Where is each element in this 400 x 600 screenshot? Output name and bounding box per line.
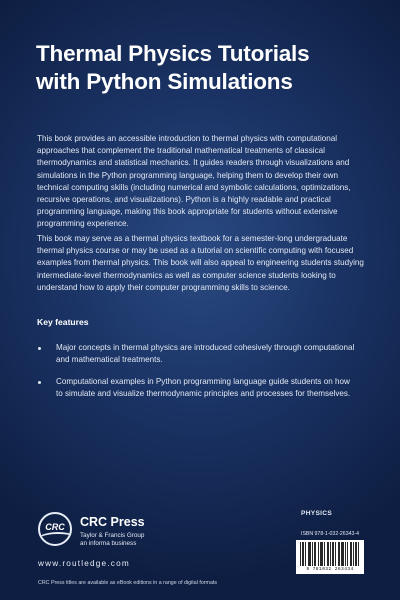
description-paragraph-2: This book may serve as a thermal physics textbook for a semester-long undergraduate thermal physics course or may be used as a tutorial on scientific computing with focused examples from thermal physics. This book will also appeal to engineering students studying intermediate-level thermodynamics as well as computer science students looking to understand how to apply their computer programming skills to science. bbox=[37, 234, 364, 292]
publisher-website: www.routledge.com bbox=[38, 559, 130, 568]
publisher-name: CRC Press bbox=[80, 515, 145, 529]
key-feature-item: Computational examples in Python programming language guide students on how to simulate and visualize thermodynamic principles and processes for themselves. bbox=[56, 376, 356, 400]
barcode bbox=[296, 540, 364, 574]
description-paragraph-1: This book provides an accessible introduction to thermal physics with computational approaches that complement the traditional mathematical treatments of classical thermodynamics and statistical mechanics. It guides readers through visualizations and simulations in the Python programming language, helping them to develop their own technical computing skills (including numerical and symbolic calculations, optimizations, recursive operations, and visualizations). Python is a highly readable and practical programming language, making this book appropriate for students without extensive programming experience. bbox=[37, 134, 351, 229]
publisher-group bbox=[80, 532, 144, 548]
publisher-group-line-1: Taylor & Francis Group bbox=[80, 532, 145, 539]
barcode-bars bbox=[300, 542, 360, 566]
logo-swoosh-icon bbox=[38, 532, 72, 546]
key-features-heading: Key features bbox=[37, 317, 89, 327]
subject-category: PHYSICS bbox=[301, 510, 333, 517]
book-title-line-1: Thermal Physics Tutorials bbox=[36, 41, 310, 66]
book-title bbox=[36, 40, 376, 96]
isbn-label: ISBN 978-1-032-26343-4 bbox=[301, 531, 359, 537]
ebook-availability-note: CRC Press titles are available as eBook editions in a range of digital formats bbox=[38, 580, 218, 586]
logo-text: CRC bbox=[45, 522, 65, 532]
key-feature-item: Major concepts in thermal physics are introduced cohesively through computational and mathematical treatments. bbox=[56, 342, 356, 366]
book-title-line-2: with Python Simulations bbox=[36, 69, 293, 94]
crc-press-logo bbox=[38, 512, 72, 546]
publisher-group-line-2: an informa business bbox=[80, 540, 137, 547]
barcode-number: 9 781032 263434 bbox=[306, 567, 354, 572]
